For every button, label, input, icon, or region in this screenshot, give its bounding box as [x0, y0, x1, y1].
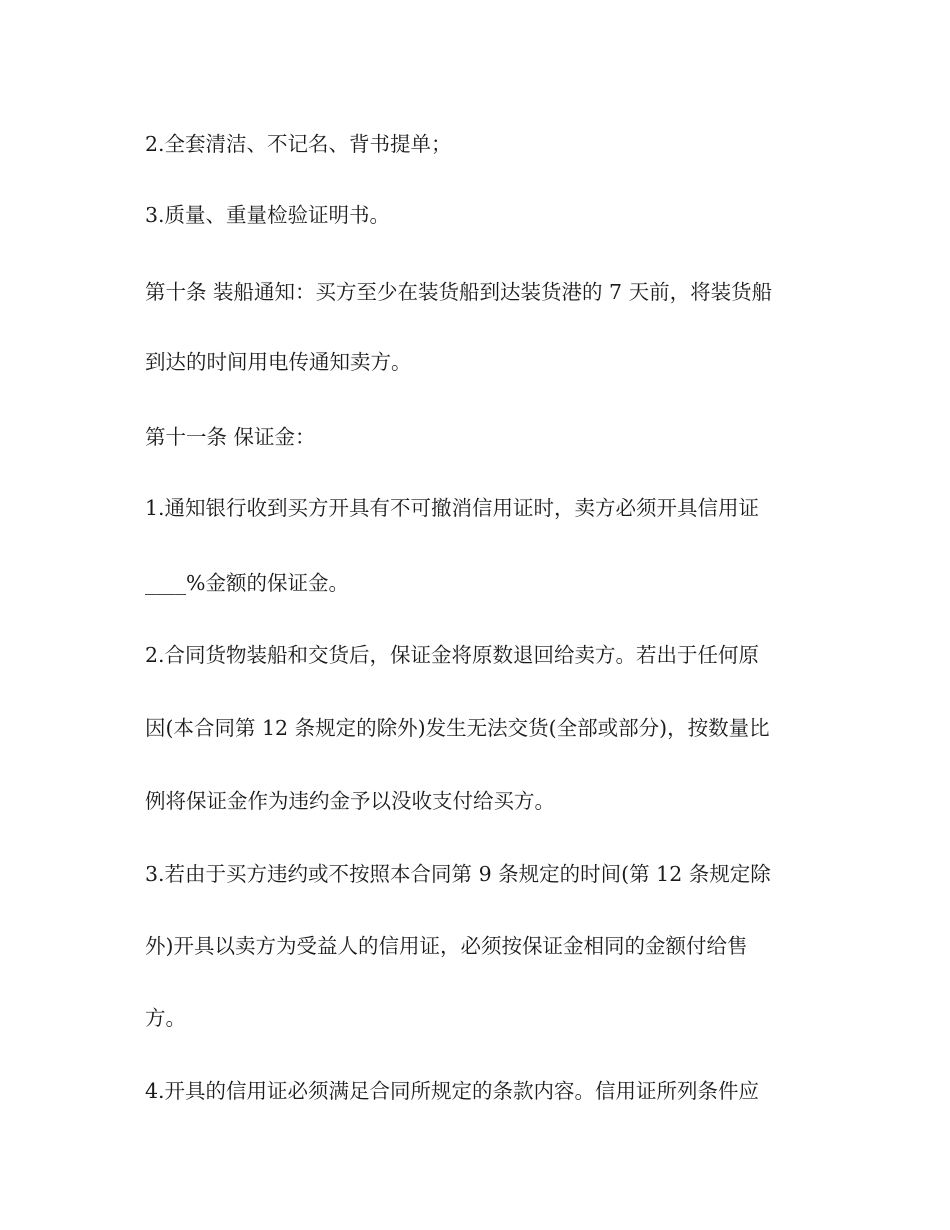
- text-line: ____%金额的保证金。: [145, 571, 349, 595]
- text-line: 到达的时间用电传通知卖方。: [145, 350, 412, 374]
- text-line: 2.合同货物装船和交货后，保证金将原数退回给卖方。若出于任何原: [145, 643, 760, 667]
- text-line: 3.质量、重量检验证明书。: [145, 203, 391, 227]
- text-line: 因(本合同第 12 条规定的除外)发生无法交货(全部或部分)，按数量比: [145, 716, 770, 740]
- text-line: 4.开具的信用证必须满足合同所规定的条款内容。信用证所列条件应: [145, 1079, 760, 1103]
- text-line: 方。: [145, 1006, 186, 1030]
- text-line: 第十一条 保证金：: [145, 425, 316, 449]
- text-line: 例将保证金作为违约金予以没收支付给买方。: [145, 789, 555, 813]
- text-line: 3.若由于买方违约或不按照本合同第 9 条规定的时间(第 12 条规定除: [145, 862, 771, 886]
- text-line: 外)开具以卖方为受益人的信用证，必须按保证金相同的金额付给售: [145, 934, 748, 958]
- text-line: 第十条 装船通知：买方至少在装货船到达装货港的 7 天前，将装货船: [145, 280, 773, 304]
- text-line: 2.全套清洁、不记名、背书提单；: [145, 132, 452, 156]
- text-line: 1.通知银行收到买方开具有不可撤消信用证时，卖方必须开具信用证: [145, 496, 760, 520]
